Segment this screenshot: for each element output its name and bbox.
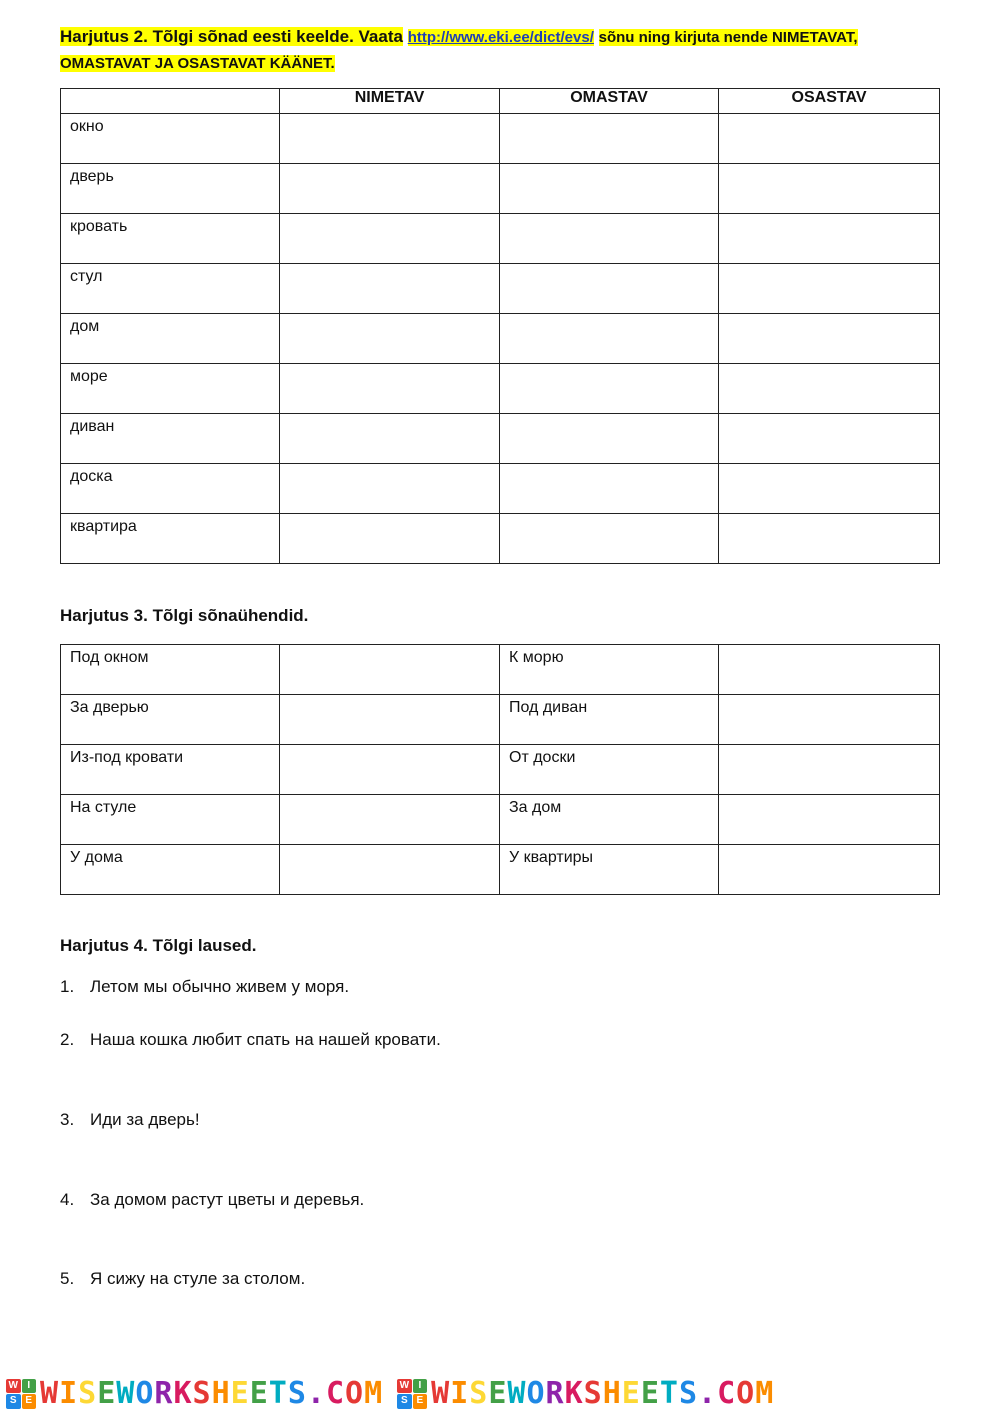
answer-cell-omastav[interactable]	[500, 414, 719, 464]
answer-cell-omastav[interactable]	[500, 514, 719, 564]
answer-cell-nimetav[interactable]	[280, 314, 500, 364]
answer-cell-osastav[interactable]	[719, 114, 940, 164]
answer-cell-nimetav[interactable]	[280, 464, 500, 514]
sentence-number: 4.	[60, 1190, 75, 1209]
table-row	[61, 745, 940, 795]
answer-cell-nimetav[interactable]	[280, 264, 500, 314]
answer-cell-nimetav[interactable]	[280, 114, 500, 164]
exercise2-heading	[60, 24, 940, 76]
table-row	[61, 114, 940, 164]
sentence-number: 2.	[60, 1030, 75, 1049]
answer-cell-nimetav[interactable]	[280, 164, 500, 214]
answer-cell-osastav[interactable]	[719, 514, 940, 564]
answer-cell-omastav[interactable]	[500, 314, 719, 364]
brand-text: WISEWORKSHEETS.COM	[431, 1376, 775, 1411]
table-row	[61, 214, 940, 264]
exercise2-title-cont: sõnu ning kirjuta nende NIMETAVAT,	[598, 29, 858, 46]
sentence-text: За домом растут цветы и деревья.	[90, 1190, 365, 1209]
answer-cell-osastav[interactable]	[719, 414, 940, 464]
russian-word: море	[70, 368, 108, 385]
phrase-left	[61, 695, 280, 745]
answer-cell-omastav[interactable]	[500, 464, 719, 514]
table-row	[61, 795, 940, 845]
answer-cell-right[interactable]	[719, 795, 940, 845]
sentence-item	[60, 1269, 305, 1289]
word-cell	[61, 114, 280, 164]
table-row	[61, 414, 940, 464]
sentence-text: Наша кошка любит спать на нашей кровати.	[90, 1030, 441, 1049]
brand-logo-icon: W I S E	[397, 1379, 427, 1409]
answer-cell-omastav[interactable]	[500, 364, 719, 414]
word-cell	[61, 414, 280, 464]
table-row	[61, 164, 940, 214]
footer-banner	[0, 1374, 1000, 1413]
russian-phrase: К морю	[509, 649, 564, 666]
russian-phrase: За дом	[509, 799, 562, 816]
sentence-item	[60, 1030, 441, 1050]
table-row	[61, 645, 940, 695]
header-empty	[61, 89, 280, 114]
answer-cell-right[interactable]	[719, 845, 940, 895]
answer-cell-omastav[interactable]	[500, 164, 719, 214]
sentence-item	[60, 1110, 200, 1130]
answer-cell-right[interactable]	[719, 645, 940, 695]
phrase-right	[500, 745, 719, 795]
answer-cell-left[interactable]	[280, 745, 500, 795]
russian-word: кровать	[70, 218, 128, 235]
exercise2-title-line2: OMASTAVAT JA OSASTAVAT KÄÄNET.	[60, 55, 335, 72]
word-cell	[61, 514, 280, 564]
answer-cell-omastav[interactable]	[500, 114, 719, 164]
table-row	[61, 845, 940, 895]
sentence-text: Летом мы обычно живем у моря.	[90, 977, 350, 996]
sentence-item	[60, 1190, 364, 1210]
phrase-right	[500, 645, 719, 695]
russian-phrase: У дома	[70, 849, 123, 866]
russian-word: квартира	[70, 518, 137, 535]
russian-phrase: От доски	[509, 749, 576, 766]
brand	[397, 1376, 774, 1411]
table-row	[61, 514, 940, 564]
word-cell	[61, 314, 280, 364]
russian-word: доска	[70, 468, 113, 485]
word-cell	[61, 164, 280, 214]
phrase-left	[61, 645, 280, 695]
answer-cell-osastav[interactable]	[719, 314, 940, 364]
word-cell	[61, 214, 280, 264]
answer-cell-left[interactable]	[280, 695, 500, 745]
answer-cell-left[interactable]	[280, 845, 500, 895]
sentence-number: 5.	[60, 1269, 75, 1288]
russian-phrase: За дверью	[70, 699, 149, 716]
answer-cell-left[interactable]	[280, 795, 500, 845]
answer-cell-osastav[interactable]	[719, 214, 940, 264]
russian-phrase: Из-под кровати	[70, 749, 184, 766]
answer-cell-nimetav[interactable]	[280, 364, 500, 414]
answer-cell-nimetav[interactable]	[280, 514, 500, 564]
answer-cell-osastav[interactable]	[719, 364, 940, 414]
noun-cases-table	[60, 88, 940, 564]
sentence-text: Иди за дверь!	[90, 1110, 200, 1129]
phrases-table	[60, 644, 940, 895]
answer-cell-nimetav[interactable]	[280, 214, 500, 264]
answer-cell-omastav[interactable]	[500, 214, 719, 264]
exercise4-title: Harjutus 4. Tõlgi laused.	[60, 936, 257, 955]
answer-cell-right[interactable]	[719, 745, 940, 795]
phrase-left	[61, 845, 280, 895]
exercise2-title: Harjutus 2. Tõlgi sõnad eesti keelde. Vaata	[60, 27, 403, 46]
brand-logo-icon: W I S E	[6, 1379, 36, 1409]
russian-phrase: У квартиры	[509, 849, 594, 866]
russian-word: окно	[70, 118, 104, 135]
answer-cell-osastav[interactable]	[719, 264, 940, 314]
russian-phrase: Под окном	[70, 649, 149, 666]
table-row	[61, 464, 940, 514]
russian-word: дверь	[70, 168, 114, 185]
russian-word: стул	[70, 268, 103, 285]
russian-word: дом	[70, 318, 100, 335]
phrase-right	[500, 795, 719, 845]
word-cell	[61, 264, 280, 314]
sentence-number: 3.	[60, 1110, 75, 1129]
answer-cell-nimetav[interactable]	[280, 414, 500, 464]
table-row	[61, 695, 940, 745]
phrase-left	[61, 795, 280, 845]
brand	[6, 1376, 383, 1411]
answer-cell-left[interactable]	[280, 645, 500, 695]
word-cell	[61, 464, 280, 514]
header-omastav: OMASTAV	[500, 89, 719, 114]
sentence-text: Я сижу на стуле за столом.	[90, 1269, 306, 1288]
exercise3-title: Harjutus 3. Tõlgi sõnaühendid.	[60, 606, 309, 625]
dictionary-link[interactable]: http://www.eki.ee/dict/evs/	[407, 29, 594, 46]
word-cell	[61, 364, 280, 414]
answer-cell-right[interactable]	[719, 695, 940, 745]
table-row	[61, 314, 940, 364]
russian-phrase: Под диван	[509, 699, 588, 716]
russian-word: диван	[70, 418, 115, 435]
table-row	[61, 264, 940, 314]
sentence-item	[60, 977, 349, 997]
brand-text: WISEWORKSHEETS.COM	[40, 1376, 384, 1411]
phrase-right	[500, 845, 719, 895]
header-osastav: OSASTAV	[719, 89, 940, 114]
table-header-row	[61, 89, 940, 114]
russian-phrase: На стуле	[70, 799, 137, 816]
phrase-right	[500, 695, 719, 745]
answer-cell-omastav[interactable]	[500, 264, 719, 314]
table-row	[61, 364, 940, 414]
answer-cell-osastav[interactable]	[719, 164, 940, 214]
phrase-left	[61, 745, 280, 795]
header-nimetav: NIMETAV	[280, 89, 500, 114]
answer-cell-osastav[interactable]	[719, 464, 940, 514]
sentence-number: 1.	[60, 977, 75, 996]
